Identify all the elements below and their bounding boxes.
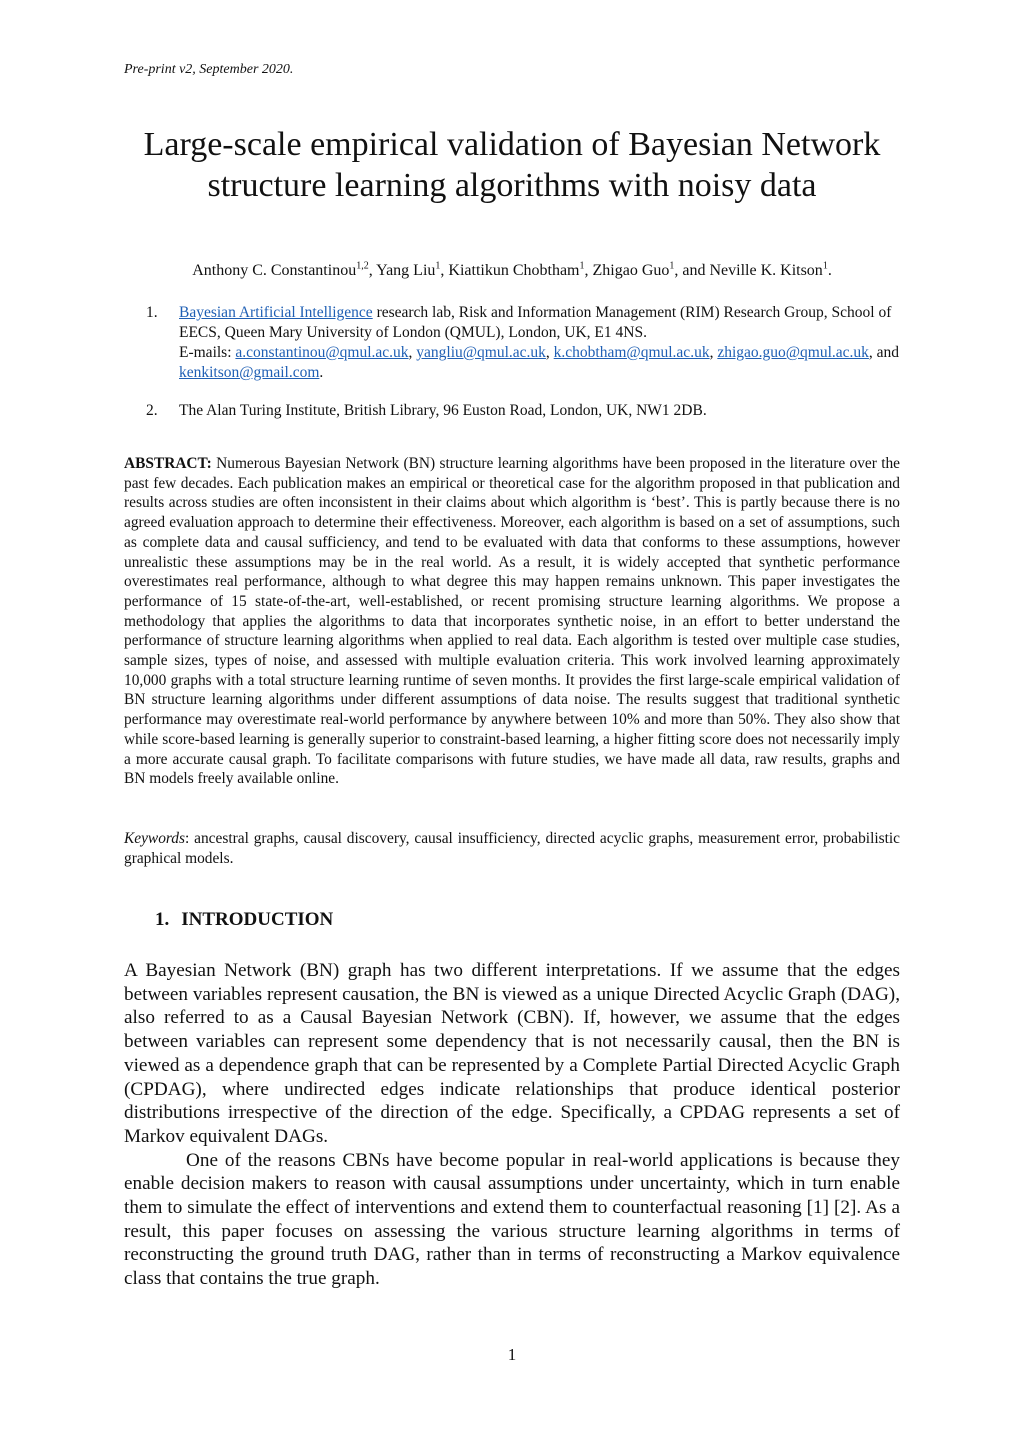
abstract: [124, 454, 900, 789]
author-list: [0, 262, 1024, 280]
author-separator: ,: [440, 262, 449, 279]
email-separator: .: [319, 364, 324, 381]
paper-title: [80, 124, 944, 206]
author-affiliation-marker: 1: [822, 260, 828, 272]
email-separator: ,: [709, 344, 718, 361]
author-name: Yang Liu: [376, 262, 436, 279]
affiliation-1: [146, 303, 906, 383]
author-separator: , and: [674, 262, 710, 279]
affiliation-number: 1.: [146, 304, 158, 321]
bayesian-ai-lab-link[interactable]: Bayesian Artificial Intelligence: [179, 304, 373, 321]
affiliation-text: research lab, Risk and Information Management (RIM) Research Group, School of EECS, Queen Mary University of London (QMUL), London, UK, E1 4NS.: [179, 304, 892, 341]
affiliation-2: [146, 401, 906, 421]
keywords-text: : ancestral graphs, causal discovery, causal insufficiency, directed acyclic graphs, measurement error, probabilistic graphical models.: [124, 830, 900, 867]
author-name: Zhigao Guo: [592, 262, 670, 279]
abstract-label: ABSTRACT:: [124, 455, 212, 472]
section-title: INTRODUCTION: [181, 909, 334, 930]
author-affiliation-marker: 1: [579, 260, 585, 272]
email-link[interactable]: zhigao.guo@qmul.ac.uk: [717, 344, 869, 361]
author-name: Anthony C. Constantinou: [192, 262, 357, 279]
email-separator: ,: [545, 344, 554, 361]
author-separator: ,: [584, 262, 593, 279]
author-name: Kiattikun Chobtham: [448, 262, 580, 279]
intro-paragraph-1: A Bayesian Network (BN) graph has two different interpretations. If we assume that the edges between variables represent causation, the BN is viewed as a unique Directed Acyclic Graph (DAG), also referred to as a Causal Bayesian Network (CBN). If, however, we assume that the edges between variables can represent some dependency that is not necessarily causal, then the BN is viewed as a dependence graph that can be represented by a Complete Partial Directed Acyclic Graph (CPDAG), where undirected edges indicate relationships that produce identical posterior distributions irrespective of the direction of the edge. Specifically, a CPDAG represents a set of Markov equivalent DAGs.: [124, 960, 900, 1147]
author-separator: ,: [368, 262, 377, 279]
email-separator: , and: [868, 344, 900, 361]
author-name: Neville K. Kitson: [709, 262, 823, 279]
abstract-text: Numerous Bayesian Network (BN) structure learning algorithms have been proposed in the literature over the past few decades. Each publication makes an empirical or theoretical case for the algorithm proposed in that publication and results across studies are often inconsistent in their claims about which algorithm is ‘best’. This is partly because there is no agreed evaluation approach to determine their effectiveness. Moreover, each algorithm is based on a set of assumptions, such as complete data and causal sufficiency, and tend to be evaluated with data that conforms to these assumptions, however unrealistic these assumptions may be in the real world. As a result, it is widely accepted that synthetic performance overestimates real performance, although to what degree this may happen remains unknown. This paper investigates the performance of 15 state-of-the-art, well-established, or recent promising structure learning algorithms. We propose a methodology that applies the algorithms to data that incorporates synthetic noise, in an effort to better understand the performance of structure learning algorithms when applied to real data. Each algorithm is tested over multiple case studies, sample sizes, types of noise, and assessed with multiple evaluation criteria. This work involved learning approximately 10,000 graphs with a total structure learning runtime of seven months. It provides the first large-scale empirical validation of BN structure learning algorithms under different assumptions of data noise. The results suggest that traditional synthetic performance may overestimate real-world performance by anywhere between 10% and more than 50%. They also show that while score-based learning is generally superior to constraint-based learning, a higher fitting score does not necessarily imply a more accurate causal graph. To facilitate comparisons with future studies, we have made all data, raw results, graphs and BN models freely available online.: [124, 455, 900, 788]
keywords: [124, 829, 900, 868]
email-link[interactable]: kenkitson@gmail.com: [179, 364, 320, 381]
email-link[interactable]: yangliu@qmul.ac.uk: [416, 344, 546, 361]
author-affiliation-marker: 1,2: [356, 260, 369, 272]
author-affiliation-marker: 1: [435, 260, 441, 272]
section-number: 1.: [155, 909, 170, 930]
section-heading: [155, 909, 333, 931]
emails-label: E-mails:: [179, 344, 236, 361]
introduction-body: [124, 959, 900, 1291]
author-separator: .: [827, 262, 832, 279]
keywords-label: Keywords: [124, 830, 185, 847]
affiliation-text: The Alan Turing Institute, British Library, 96 Euston Road, London, UK, NW1 2DB.: [179, 402, 707, 419]
affiliation-number: 2.: [146, 402, 158, 419]
title-line-1: Large-scale empirical validation of Bayesian Network: [143, 126, 881, 163]
page-number: 1: [507, 1345, 517, 1364]
title-line-2: structure learning algorithms with noisy data: [207, 167, 817, 204]
intro-paragraph-2: One of the reasons CBNs have become popular in real-world applications is because they enable decision makers to reason with causal assumptions under uncertainty, which in turn enable them to simulate the effect of interventions and extend them to counterfactual reasoning [1] [2]. As a result, this paper focuses on assessing the various structure learning algorithms in terms of reconstructing the ground truth DAG, rather than in terms of reconstructing a Markov equivalence class that contains the true graph.: [124, 1149, 900, 1290]
preprint-notice: Pre-print v2, September 2020.: [124, 62, 294, 77]
email-separator: ,: [408, 344, 417, 361]
email-link[interactable]: a.constantinou@qmul.ac.uk: [235, 344, 409, 361]
email-link[interactable]: k.chobtham@qmul.ac.uk: [553, 344, 710, 361]
author-affiliation-marker: 1: [669, 260, 675, 272]
affiliation-body: [179, 303, 906, 383]
